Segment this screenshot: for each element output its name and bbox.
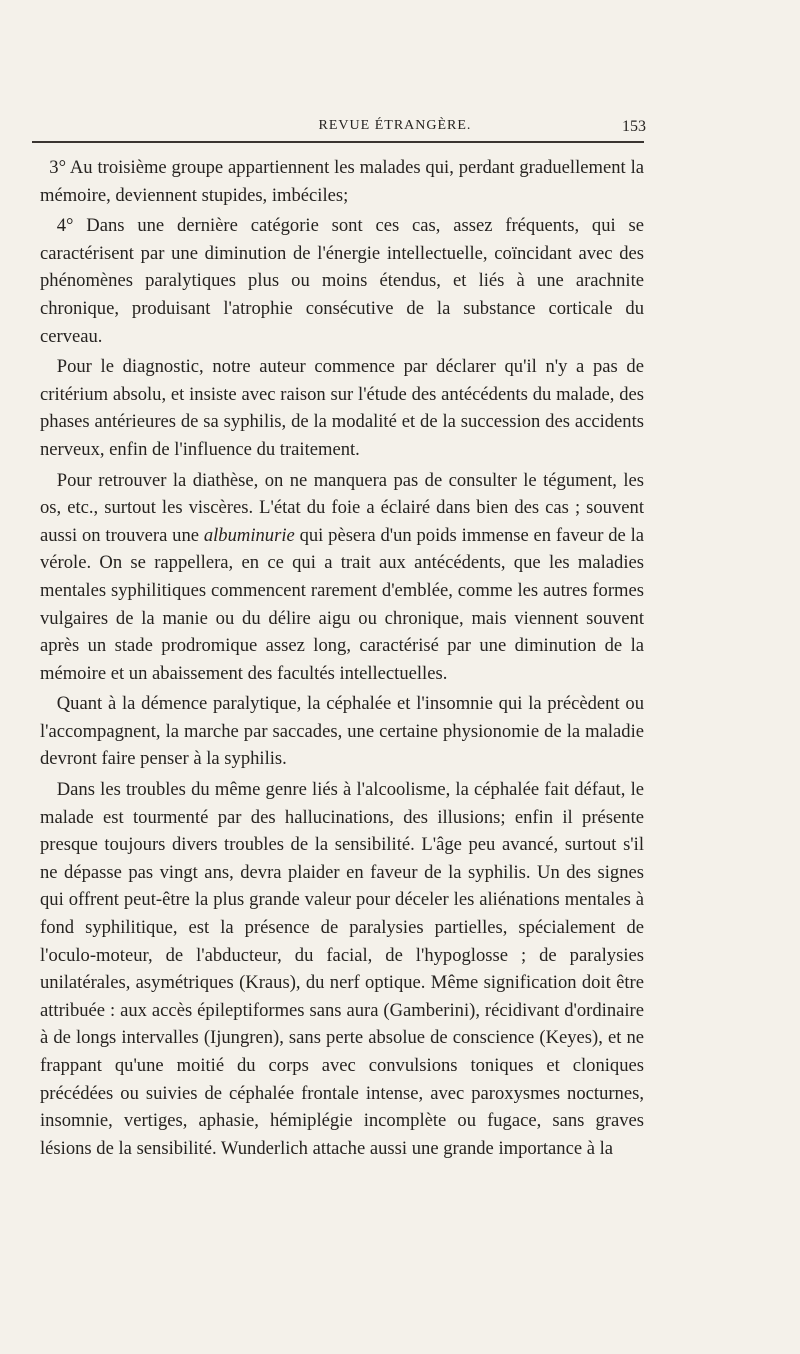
paragraph-diathesis [40,467,644,688]
paragraph-alcoholism: Dans les troubles du même genre liés à l'alcoolisme, la céphalée fait défaut, le malade est tourmenté par des hallucinations, des illusions; enfin il présente presque toujours divers troubles de la sensibilité. L'âge peu avancé, surtout s'il ne dépasse pas vingt ans, devra plaider en faveur de la syphilis. Un des signes qui offrent peut-être la plus grande valeur pour déceler les aliénations mentales à fond syphilitique, est la présence de paralysies partielles, spécialement de l'oculo-moteur, de l'abducteur, du facial, de l'hypoglosse ; de paralysies unilatérales, asymétriques (Kraus), du nerf optique. Même signification doit être attribuée : aux accès épileptiformes sans aura (Gamberini), récidivant d'ordinaire à de longs intervalles (Ijungren), sans perte absolue de conscience (Keyes), et ne frappant qu'une moitié du corps avec convulsions toniques et cloniques précédées ou suivies de céphalée frontale intense, avec paroxysmes nocturnes, insomnie, vertiges, aphasie, hémiplégie incomplète ou fugace, sans graves lésions de la sensibilité. Wunderlich attache aussi une grande importance à la [40,779,644,1159]
paragraph-group-4: 4° Dans une dernière catégorie sont ces cas, assez fréquents, qui se caractérisent par une diminution de l'énergie intellectuelle, coïncidant avec des phénomènes paralytiques plus ou moins étendus, et liés à une arachnite chronique, produisant l'atrophie consécutive de la substance corticale du cerveau. [40,215,644,347]
paragraph-group-3: 3° Au troisième groupe appartiennent les malades qui, perdant graduellement la mémoire, deviennent stupides, imbéciles; [40,157,644,206]
body-text [40,154,644,1165]
paragraph-text: Pour retrouver la diathèse, on ne manquera pas de consulter le tégument, les os, etc., surtout les viscères. L'état du foie a éclairé dans bien des cas ; souvent aussi on trouvera une [40,469,644,546]
paragraph-dementia: Quant à la démence paralytique, la céphalée et l'insomnie qui la précèdent ou l'accompagnent, la marche par saccades, une certaine physionomie de la maladie devront faire penser à la syphilis. [40,693,644,770]
emphasized-term: albuminurie [203,524,295,546]
paragraph-diagnostic: Pour le diagnostic, notre auteur commence par déclarer qu'il n'y a pas de critérium absolu, et insiste avec raison sur l'étude des antécédents du malade, des phases antérieures de sa syphilis, de la modalité et de la succession des accidents nerveux, enfin de l'influence du traitement. [40,356,644,460]
page-number: 153 [622,118,646,135]
running-title: REVUE ÉTRANGÈRE. [318,118,472,133]
header-rule [32,141,644,143]
paragraph-text: qui pèsera d'un poids immense en faveur de la vérole. On se rappellera, en ce qui a trait aux antécédents, que les maladies mentales syphilitiques commencent rarement d'emblée, comme les autres formes vulgaires de la manie ou du délire aigu ou chronique, mais viennent souvent après un stade prodromique assez long, caractérisé par une diminution de la mémoire et un abaissement des facultés intellectuelles. [40,524,644,684]
running-header [150,118,646,136]
